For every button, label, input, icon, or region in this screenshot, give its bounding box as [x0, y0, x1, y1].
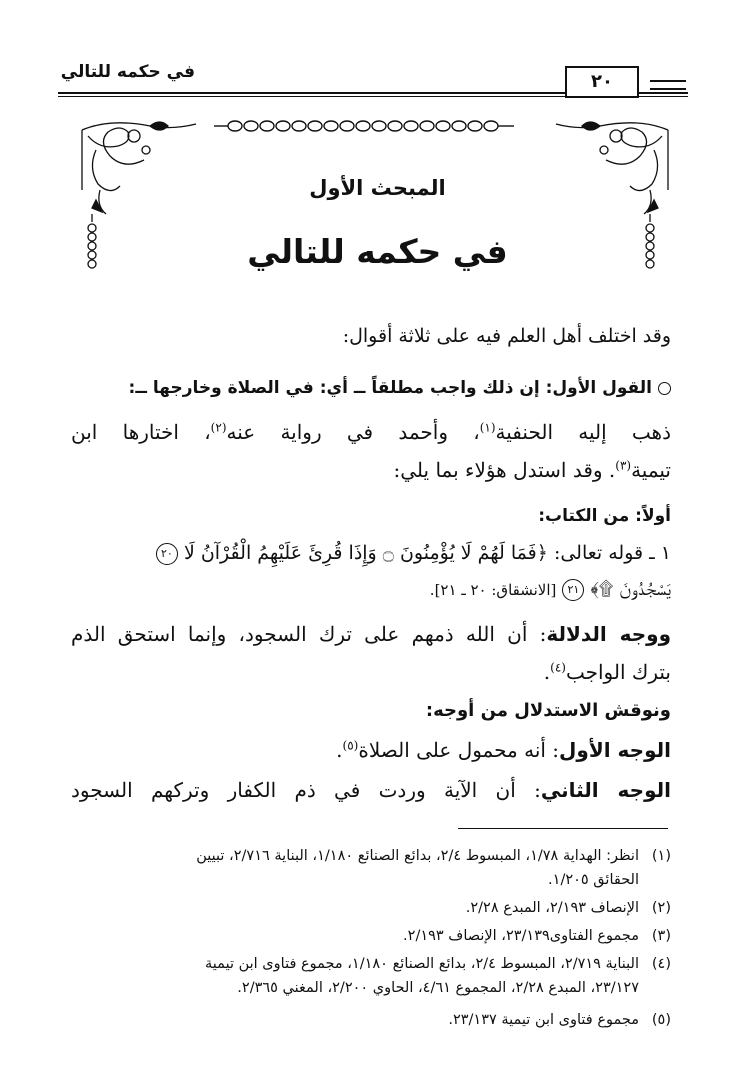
para1-text-c: ، اختارها ابن	[71, 420, 211, 444]
footnote-4	[71, 956, 671, 972]
aspect2-line	[71, 778, 671, 802]
para1-text-d: تيمية	[631, 458, 671, 482]
aspect1-text: : أنه محمول على الصلاة	[358, 738, 560, 762]
footnote-2	[71, 900, 671, 916]
verse-reference: [الانشقاق: ٢٠ ـ ٢١].	[429, 581, 557, 599]
section-kicker: المبحث الأول	[309, 176, 446, 200]
first-opinion	[71, 378, 671, 398]
para1-line2	[71, 458, 671, 482]
footnote-3	[71, 928, 671, 944]
para1-text-a: ذهب إليه الحنفية	[495, 420, 672, 444]
footnote-1-cont: الحقائق ١/٢٠٥.	[548, 872, 639, 888]
para1-text-e: . وقد استدل هؤلاء بما يلي:	[393, 458, 616, 482]
verse-line2	[71, 578, 671, 601]
footnote-ref: (٥)	[342, 738, 359, 753]
verse-number: ٢١	[562, 579, 584, 601]
first-opinion-text: القول الأول: إن ذلك واجب مطلقاً ــ أي: في الصلاة وخارجها ــ:	[128, 378, 652, 398]
evidence-line1	[71, 622, 671, 646]
footnote-ref: (٢)	[210, 420, 227, 435]
footnote-5	[71, 1012, 671, 1028]
para1-line1	[71, 420, 671, 444]
verse-number: ٢٠	[156, 543, 178, 565]
footnote-4-cont: ٢٣/١٢٧، المبدع ٢/٢٨، المجموع ٤/٦١، الحاوي ٢/٢٠٠، المغني ٢/٣٦٥.	[237, 980, 639, 996]
evidence-text-2: بترك الواجب	[565, 660, 671, 684]
footnote-text: مجموع فتاوى ابن تيمية ٢٣/١٣٧.	[448, 1012, 639, 1028]
aspect2-label: الوجه الثاني	[540, 778, 671, 802]
verse-text-2: يَسْجُدُونَ ۩﴾	[590, 578, 671, 600]
footnote-text: البناية ٢/٧١٩، المبسوط ٢/٤، بدائع الصنائع ١/١٨٠، مجموع فتاوى ابن تيمية	[205, 956, 639, 972]
footnote-text: الإنصاف ٢/١٩٣، المبدع ٢/٢٨.	[465, 900, 639, 916]
aspect2-text: : أن الآية وردت في ذم الكفار وتركهم السجود	[71, 778, 541, 802]
firstly-heading: أولاً: من الكتاب:	[538, 506, 671, 526]
evidence-text: : أن الله ذمهم على ترك السجود، وإنما استحق الذم	[71, 622, 547, 646]
footnote-number: (٤)	[651, 956, 671, 972]
footnote-number: (٢)	[651, 900, 671, 916]
aspect1-line: الوجه الأول: أنه محمول على الصلاة$^{(٥)}$.	[336, 738, 671, 762]
footnote-number: (٥)	[651, 1012, 671, 1028]
section-title: في حكمه للتالي	[247, 232, 508, 271]
evidence-label: ووجه الدلالة	[546, 622, 671, 646]
header-ornament-lines	[650, 80, 686, 90]
bullet-circle-icon	[658, 382, 671, 395]
footnote-ref: (٣)	[615, 458, 632, 473]
footnote-number: (١)	[651, 848, 671, 864]
footnote-ref: (٤)	[550, 660, 566, 675]
evidence-line2: بترك الواجب$^{(٤)}$.	[543, 660, 671, 684]
footnote-text: انظر: الهداية ١/٧٨، المبسوط ٢/٤، بدائع الصنائع ١/١٨٠، البناية ٢/٧١٦، تبيين	[196, 848, 639, 864]
verse-line1	[71, 542, 671, 565]
verse-intro: ١ ـ قوله تعالى:	[553, 542, 671, 564]
para1-text-b: ، وأحمد في رواية عنه	[226, 420, 480, 444]
footnote-number: (٣)	[651, 928, 671, 944]
verse-text-1: ﴿فَمَا لَهُمْ لَا يُؤْمِنُونَ ۝ وَإِذَا قُرِئَ عَلَيْهِمُ الْقُرْآنُ لَا	[183, 542, 548, 564]
aspect1-label: الوجه الأول	[559, 738, 671, 762]
footnote-text: مجموع الفتاوى٢٣/١٣٩، الإنصاف ٢/١٩٣.	[403, 928, 639, 944]
top-chain-ornament	[214, 121, 514, 131]
intro-line: وقد اختلف أهل العلم فيه على ثلاثة أقوال:	[342, 325, 671, 347]
running-title: في حكمه للتالي	[60, 62, 195, 82]
objection-heading: ونوقش الاستدلال من أوجه:	[425, 700, 671, 721]
footnote-1	[71, 848, 671, 864]
page-number: ٢٠	[565, 66, 639, 98]
footnote-rule	[458, 828, 668, 829]
footnote-ref: (١)	[479, 420, 496, 435]
